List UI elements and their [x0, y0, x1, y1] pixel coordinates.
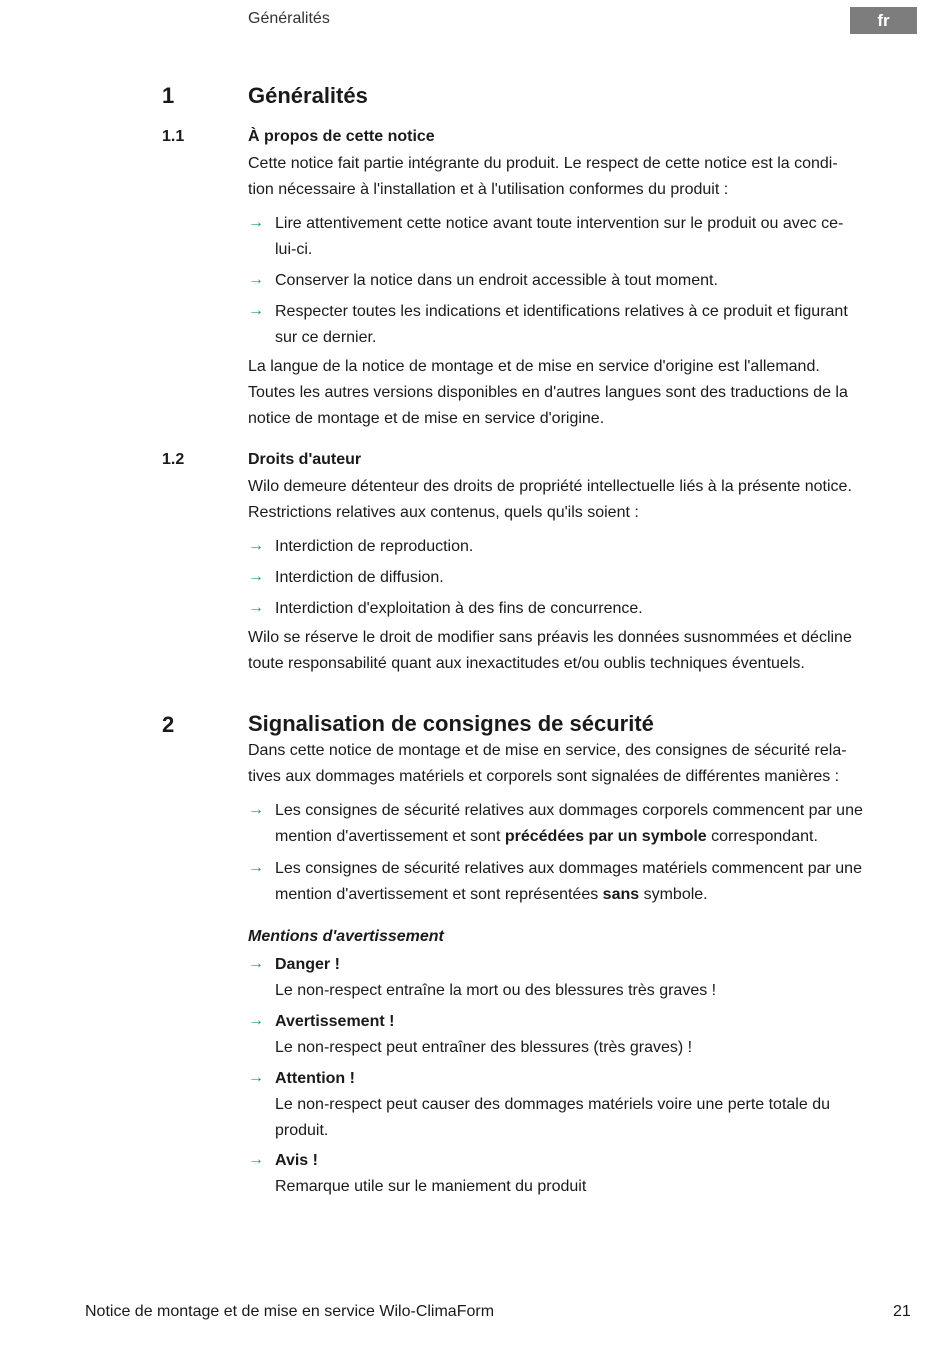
arrow-right-icon: → — [248, 599, 264, 616]
subsection-number: 1.2 — [162, 451, 185, 468]
subsection-number: 1.1 — [162, 128, 185, 145]
paragraph: Wilo se réserve le droit de modifier sans préavis les données susnommées et décline toute responsabilité quant aux inexactitudes et/ou oublis techniques éventuels. — [248, 629, 852, 672]
mentions-heading: Mentions d'avertissement — [248, 928, 444, 945]
arrow-right-icon: → — [248, 955, 264, 972]
arrow-right-icon: → — [248, 214, 264, 231]
paragraph: La langue de la notice de montage et de mise en service d'origine est l'allemand. Toutes les autres versions disponibles en d'autres langues sont des traductions de la notice de montage et de mise en service d'origine. — [248, 358, 848, 427]
paragraph: Cette notice fait partie intégrante du produit. Le respect de cette notice est la condi- tion nécessaire à l'installation et à l'utilisation conformes du produit : — [248, 155, 838, 198]
language-badge: fr — [850, 7, 917, 34]
page-number: 21 — [893, 1303, 911, 1320]
section-title: Généralités — [248, 83, 368, 108]
subsection-title: À propos de cette notice — [248, 128, 435, 145]
arrow-right-icon: → — [248, 859, 264, 876]
running-header: Généralités — [248, 10, 330, 27]
paragraph: Wilo demeure détenteur des droits de propriété intellectuelle liés à la présente notice. Restrictions relatives aux contenus, quels qu'ils soient : — [248, 478, 852, 521]
arrow-right-icon: → — [248, 568, 264, 585]
paragraph: Dans cette notice de montage et de mise en service, des consignes de sécurité rela- tives aux dommages matériels et corporels sont signalées de différentes manières : — [248, 742, 847, 785]
arrow-right-icon: → — [248, 271, 264, 288]
section-number: 1 — [162, 83, 175, 108]
footer-document-title: Notice de montage et de mise en service Wilo-ClimaForm — [85, 1303, 495, 1320]
section-number: 2 — [162, 712, 175, 737]
arrow-right-icon: → — [248, 537, 264, 554]
arrow-right-icon: → — [248, 302, 264, 319]
subsection-title: Droits d'auteur — [248, 451, 362, 468]
arrow-right-icon: → — [248, 801, 264, 818]
arrow-right-icon: → — [248, 1151, 264, 1168]
section-title: Signalisation de consignes de sécurité — [248, 711, 654, 736]
arrow-right-icon: → — [248, 1012, 264, 1029]
arrow-right-icon: → — [248, 1069, 264, 1086]
